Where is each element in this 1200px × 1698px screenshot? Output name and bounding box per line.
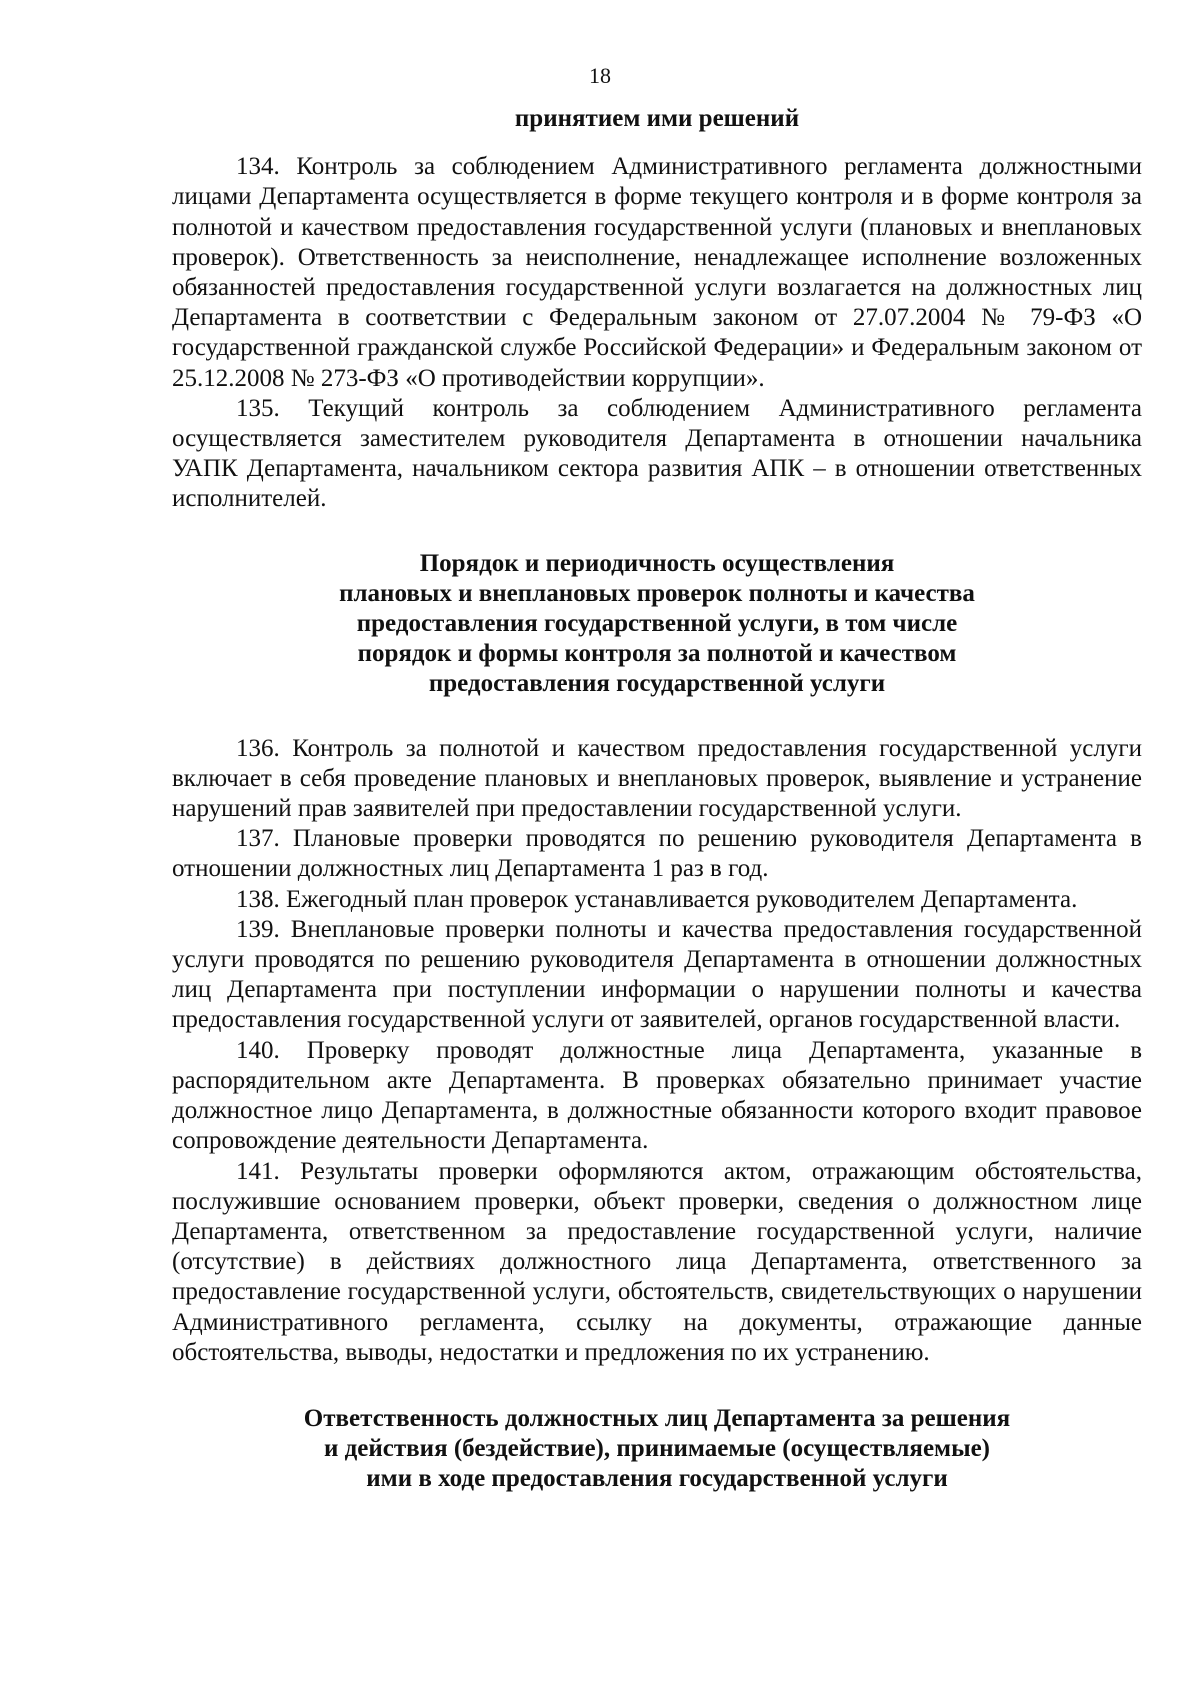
paragraph-140: 140. Проверку проводят должностные лица Департамента, указанные в распорядительном акте Департамента. В проверках обязательно принимает участие должностное лицо Департамента, в должностные обязанности которого входит правовое сопровождение деятельности Департамента. xyxy=(172,1036,1142,1155)
section-heading-responsibility xyxy=(172,1404,1142,1495)
paragraph-141: 141. Результаты проверки оформляются актом, отражающим обстоятельства, послужившие основанием проверки, объект проверки, сведения о должностном лице Департамента, ответственном за предоставление государственной услуги, наличие (отсутствие) в действиях должностного лица Департамента, ответственного за предоставление государственной услуги, обстоятельств, свидетельствующих о нарушении Административного регламента, ссылку на документы, отражающие данные обстоятельства, выводы, недостатки и предложения по их устранению. xyxy=(172,1157,1142,1366)
heading-line: Порядок и периодичность осуществления xyxy=(419,549,895,577)
paragraph-136: 136. Контроль за полнотой и качеством предоставления государственной услуги включает в себя проведение плановых и внеплановых проверок, выявление и устранение нарушений прав заявителей при предоставлении государственной услуги. xyxy=(172,734,1142,823)
section-heading-continuation: принятием ими решений xyxy=(514,105,800,132)
heading-line: предоставления государственной услуги, в том числе xyxy=(356,610,958,638)
document-body xyxy=(172,104,1142,1495)
spacer xyxy=(172,134,1142,152)
heading-line: Ответственность должностных лиц Департамента за решения xyxy=(303,1404,1011,1432)
heading-line: плановых и внеплановых проверок полноты и качества xyxy=(339,579,975,607)
spacer xyxy=(172,700,1142,734)
paragraph-137: 137. Плановые проверки проводятся по решению руководителя Департамента в отношении должностных лиц Департамента 1 раз в год. xyxy=(172,825,1142,883)
heading-line: и действия (бездействие), принимаемые (осуществляемые) xyxy=(323,1435,991,1463)
paragraph-135: 135. Текущий контроль за соблюдением Административного регламента осуществляется заместителем руководителя Департамента в отношении начальника УАПК Департамента, начальником сектора развития АПК – в отношении ответственных исполнителей. xyxy=(172,394,1142,513)
heading-line: ими в ходе предоставления государственной услуги xyxy=(366,1465,948,1493)
section-heading-inspections xyxy=(172,549,1142,700)
heading-line: предоставления государственной услуги xyxy=(428,670,886,698)
paragraph-134: 134. Контроль за соблюдением Административного регламента должностными лицами Департамента осуществляется в форме текущего контроля и в форме контроля за полнотой и качеством предоставления государственной услуги (плановых и внеплановых проверок). Ответственность за неисполнение, ненадлежащее исполнение возложенных обязанностей предоставления государственной услуги возлагается на должностных лиц Департамента в соответствии с Федеральным законом от 27.07.2004 № 79-ФЗ «О государственной гражданской службе Российской Федерации» и Федеральным законом от 25.12.2008 № 273-ФЗ «О противодействии коррупции». xyxy=(172,153,1142,392)
paragraph-139: 139. Внеплановые проверки полноты и качества предоставления государственной услуги проводятся по решению руководителя Департамента в отношении должностных лиц Департамента при поступлении информации о нарушении полноты и качества предоставления государственной услуги от заявителей, органов государственной власти. xyxy=(172,915,1142,1034)
paragraph-138: 138. Ежегодный план проверок устанавливается руководителем Департамента. xyxy=(236,885,1078,913)
spacer xyxy=(172,515,1142,549)
heading-line: порядок и формы контроля за полнотой и качеством xyxy=(357,640,957,668)
page-number: 18 xyxy=(589,63,611,88)
spacer xyxy=(172,1368,1142,1404)
